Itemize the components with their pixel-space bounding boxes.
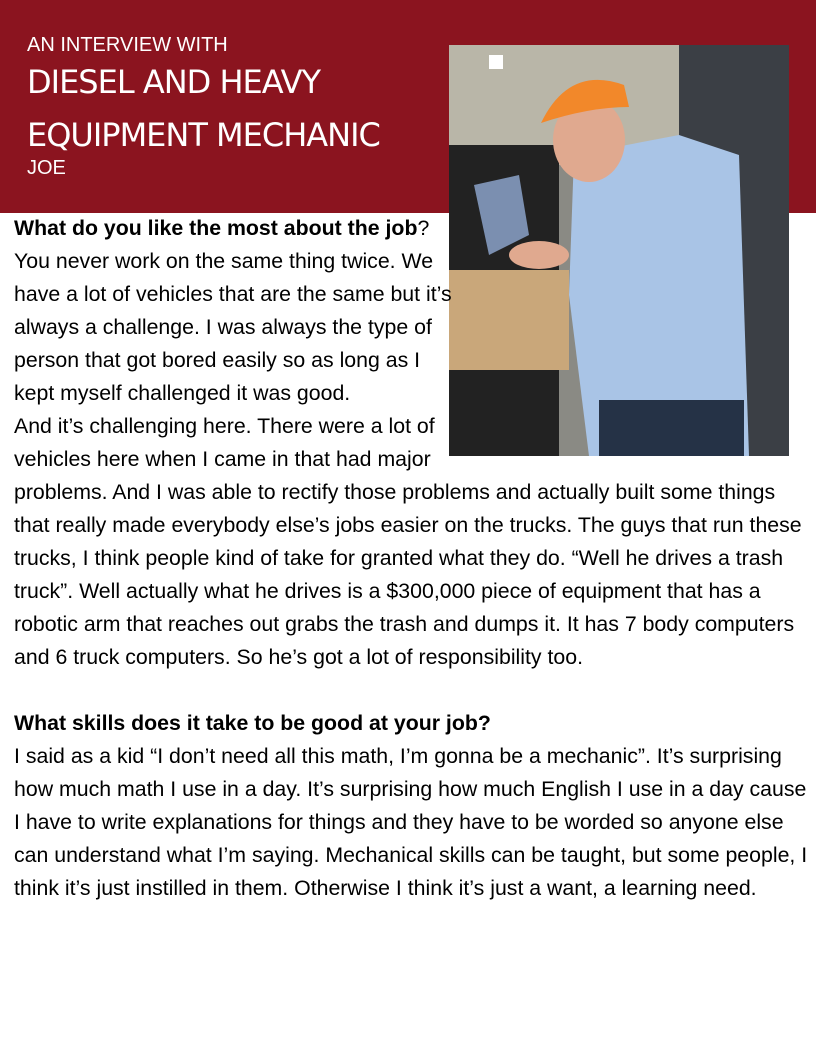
title-line-1: DIESEL AND HEAVY — [27, 63, 321, 101]
interviewee-name: JOE — [27, 157, 66, 179]
spacer — [14, 674, 809, 707]
interview-body — [14, 212, 809, 905]
answer-2-paragraph-1: I said as a kid “I don’t need all this math, I’m gonna be a mechanic”. It’s surprising how much math I use in a day. It’s surprising how much English I use in a day cause I have to write explanations for things and they have to be worded so anyone else can understand what I’m saying. Mechanical skills can be taught, but some people, I think it’s just instilled in them. Otherwise I think it’s just a want, a learning need. — [14, 744, 808, 900]
answer-1-paragraph-1: You never work on the same thing twice. We have a lot of vehicles that are the same but it’s always a challenge. I was always the type of person that got bored easily so as long as I kept myself challenged it was good. — [14, 249, 452, 405]
title-line-2: EQUIPMENT MECHANIC — [27, 116, 380, 154]
photo-spacer — [453, 212, 809, 457]
question-2: What skills does it take to be good at your job? — [14, 711, 491, 735]
question-1-text: What do you like the most about the job — [14, 216, 418, 240]
answer-1-paragraph-2: And it’s challenging here. There were a lot of vehicles here when I came in that had major problems. And I was able to rectify those problems and actually built some things that really made everybody else’s jobs easier on the trucks. The guys that run these trucks, I think people kind of take for granted what they do. “Well he drives a trash truck”. Well actually what he drives is a $300,000 piece of equipment that has a robotic arm that reaches out grabs the trash and dumps it. It has 7 body computers and 6 truck computers. So he’s got a lot of responsibility too. — [14, 414, 802, 669]
page-title — [27, 56, 380, 162]
header-kicker: AN INTERVIEW WITH — [27, 34, 228, 56]
question-1-mark: ? — [417, 216, 430, 240]
